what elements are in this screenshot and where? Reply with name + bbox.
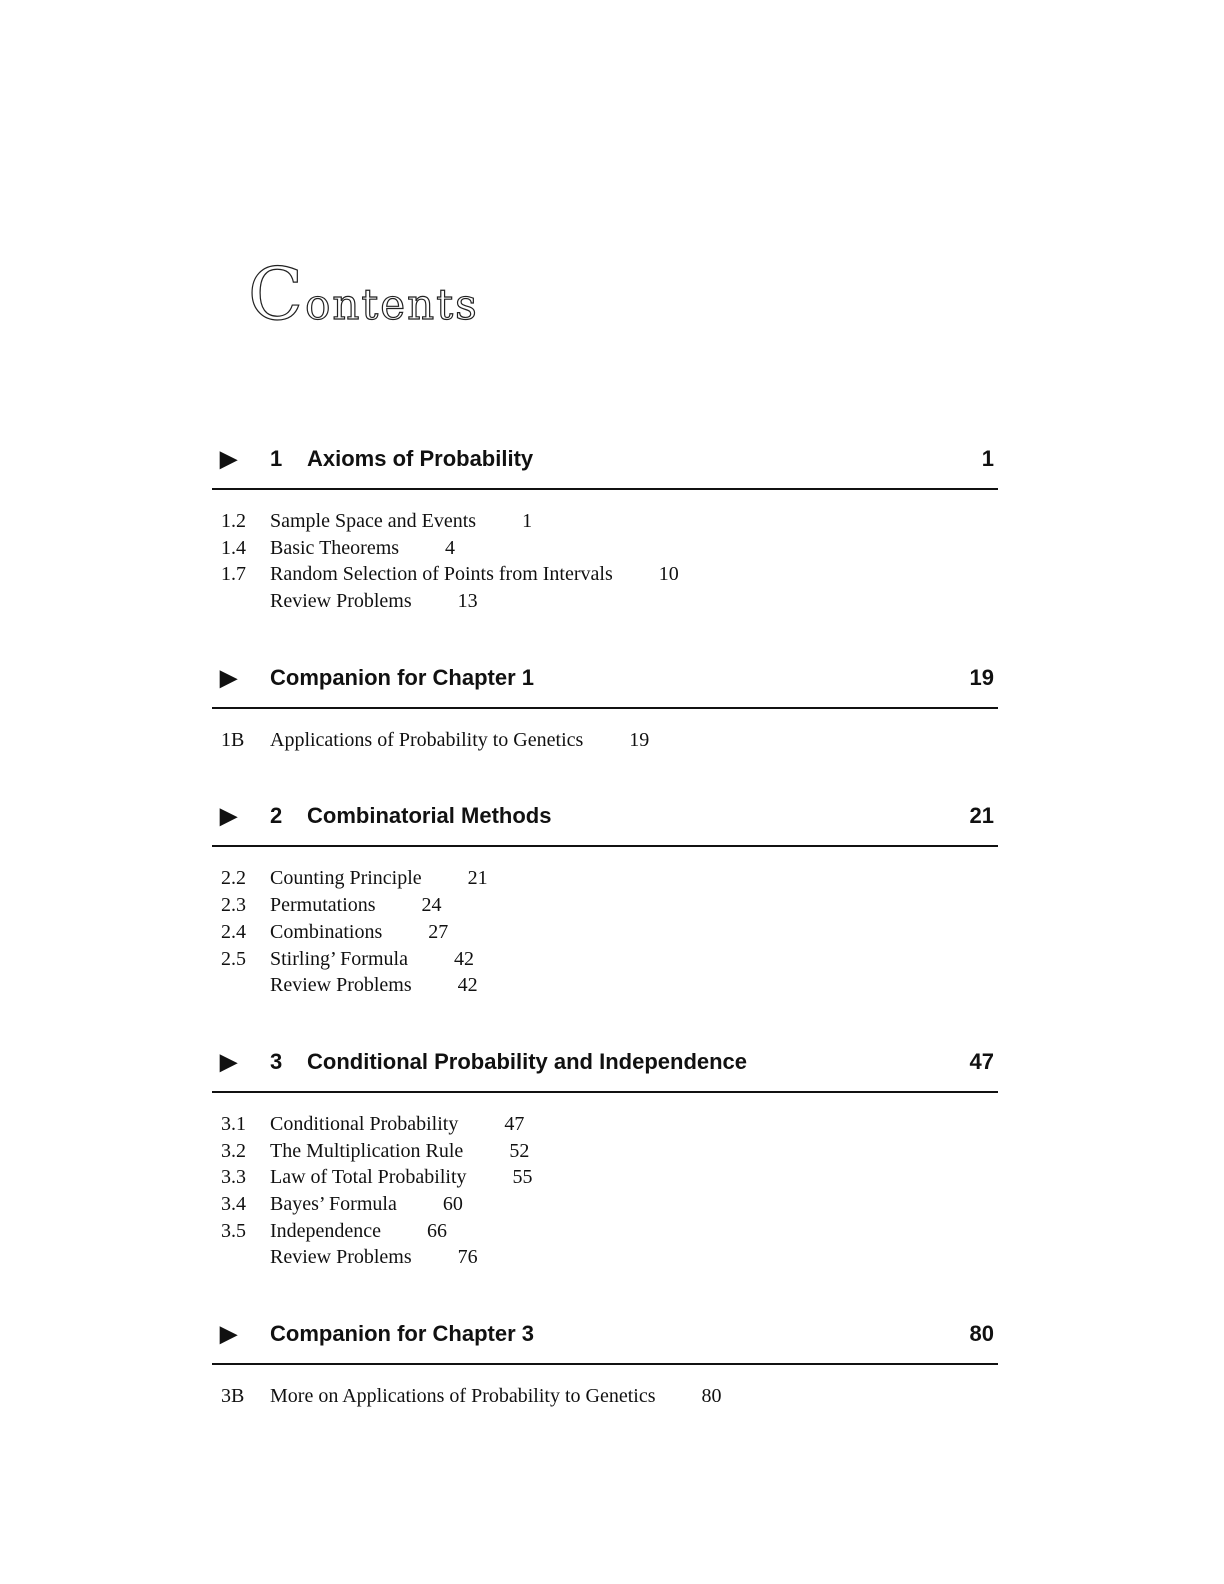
chapter-page-number: 19 [969,664,994,690]
section-page-number: 24 [421,894,442,917]
chapter-page-number: 80 [969,1321,994,1346]
section-title: Law of Total Probability [270,1166,467,1189]
section-title-group [270,1244,478,1271]
section-number: 1.2 [221,510,246,532]
section-list [212,490,998,635]
section-number: 3.3 [221,1166,246,1189]
chapter-title: Companion for Chapter 3 [270,1321,535,1346]
section-page-number: 27 [428,920,449,943]
section-list [212,1365,998,1430]
section-title-group [270,1164,533,1191]
section-title-group [270,1383,722,1410]
toc-entry[interactable] [212,727,998,754]
toc-entry[interactable] [212,865,998,892]
section-number: 3.1 [221,1112,246,1135]
section-title-group [270,1138,529,1165]
toc-entry[interactable] [212,1383,998,1410]
toc-entry[interactable] [212,972,998,999]
section-title: Review Problems [270,974,412,997]
toc-entry[interactable] [212,1111,998,1138]
section-title: Review Problems [270,590,412,613]
chapter-page-number: 1 [981,446,994,471]
toc-entry[interactable] [212,1218,998,1245]
chapter-title: Companion for Chapter 1 [270,664,535,690]
chapter-heading[interactable] [212,795,998,847]
chapter-heading[interactable] [212,1313,998,1365]
section-page-number: 66 [427,1219,448,1242]
section-title-group [270,892,442,919]
section-title-group [270,1111,524,1138]
section-title: Review Problems [270,1246,412,1269]
chapter-page-number: 47 [969,1048,994,1074]
play-arrow-icon: ▶ [220,446,237,471]
section-title-group [270,588,478,615]
chapter-heading[interactable] [212,1041,998,1093]
toc-entry[interactable] [212,1138,998,1165]
section-number: 2.2 [221,867,246,890]
toc-chapter [212,1041,998,1291]
toc-entry[interactable] [212,588,998,615]
section-page-number: 19 [629,728,650,751]
section-title: Applications of Probability to Genetics [270,728,584,751]
page-title-initial: C [248,252,306,336]
section-title-group [270,865,488,892]
chapter-heading[interactable] [212,438,998,490]
section-title: Bayes’ Formula [270,1192,397,1215]
toc-entry[interactable] [212,1191,998,1218]
toc-chapter [212,657,998,774]
section-title-group [270,946,474,973]
section-title-group [270,1218,447,1245]
toc-entry[interactable] [212,561,998,588]
chapter-number: 1 [270,446,283,471]
section-title: Independence [270,1219,382,1242]
toc-chapter [212,438,998,635]
section-title: The Multiplication Rule [270,1139,464,1162]
section-title-group [270,508,532,535]
section-number: 3.4 [221,1192,246,1215]
toc-entry[interactable] [212,1244,998,1271]
chapter-title: Conditional Probability and Independence [307,1048,748,1074]
section-title-group [270,1191,463,1218]
section-title-group [270,972,478,999]
page-title [248,252,479,336]
section-page-number: 21 [467,867,488,890]
play-arrow-icon: ▶ [220,664,237,690]
chapter-heading[interactable] [212,657,998,709]
section-title: More on Applications of Probability to Genetics [270,1385,656,1407]
section-page-number: 60 [442,1192,463,1215]
toc-entry[interactable] [212,919,998,946]
section-title-group [270,727,649,754]
section-title: Random Selection of Points from Intervals [270,563,613,586]
section-title: Combinations [270,920,383,943]
section-page-number: 4 [445,536,456,559]
section-title: Basic Theorems [270,536,400,559]
section-list [212,709,998,774]
section-number: 3B [221,1385,245,1407]
section-list [212,847,998,1018]
chapter-number: 2 [270,803,283,829]
chapter-title: Axioms of Probability [307,446,534,471]
play-arrow-icon: ▶ [220,1321,237,1346]
toc-entry[interactable] [212,535,998,562]
section-page-number: 13 [457,590,478,613]
toc-entry[interactable] [212,1164,998,1191]
section-number: 1.4 [221,536,246,559]
chapter-title: Combinatorial Methods [307,803,552,829]
section-page-number: 52 [509,1139,530,1162]
table-of-contents [212,438,998,1452]
section-page-number: 42 [457,974,478,997]
section-page-number: 55 [512,1166,533,1189]
section-page-number: 47 [504,1112,525,1135]
toc-chapter [212,1313,998,1430]
section-title-group [270,535,455,562]
section-title: Permutations [270,894,376,917]
section-page-number: 1 [522,510,533,532]
section-page-number: 10 [658,563,679,586]
section-number: 1.7 [221,563,246,586]
play-arrow-icon: ▶ [220,1048,237,1074]
section-title-group [270,919,448,946]
section-page-number: 80 [701,1385,722,1407]
section-number: 3.2 [221,1139,246,1162]
section-number: 1B [221,728,245,751]
toc-entry[interactable] [212,892,998,919]
section-page-number: 42 [453,947,474,970]
section-title: Counting Principle [270,867,422,890]
section-title-group [270,561,679,588]
page-title-rest: ontents [305,280,479,329]
section-title: Stirling’ Formula [270,947,408,970]
play-arrow-icon: ▶ [220,803,237,829]
chapter-number: 3 [270,1048,283,1074]
section-number: 3.5 [221,1219,246,1242]
toc-entry[interactable] [212,508,998,535]
section-number: 2.5 [221,947,246,970]
section-title: Conditional Probability [270,1112,459,1135]
section-page-number: 76 [457,1246,478,1269]
toc-entry[interactable] [212,946,998,973]
section-number: 2.4 [221,920,246,943]
chapter-page-number: 21 [969,803,994,829]
section-title: Sample Space and Events [270,510,477,532]
section-list [212,1093,998,1291]
section-number: 2.3 [221,894,246,917]
toc-chapter [212,795,998,1018]
